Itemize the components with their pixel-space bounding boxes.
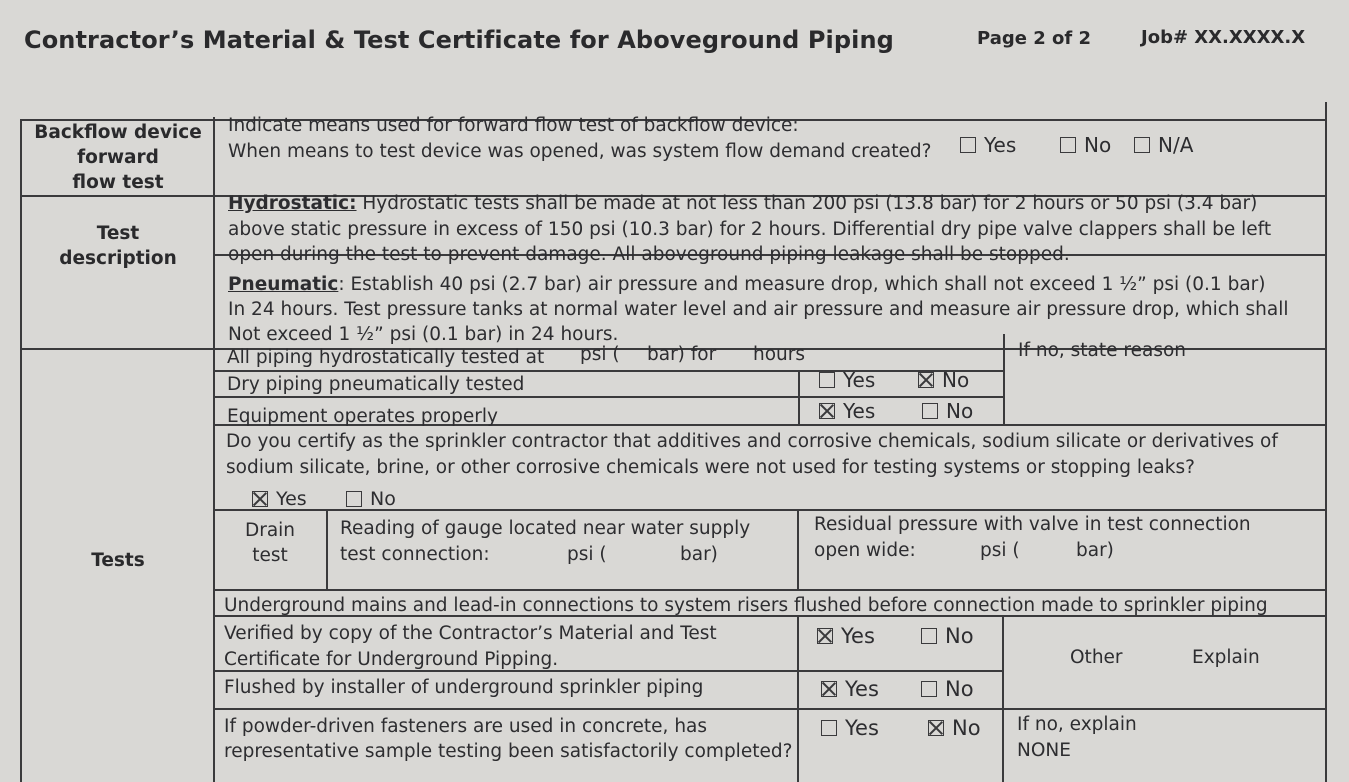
test-certificate-form <box>20 102 1326 782</box>
hydrostatic-line3: open during the test to prevent damage. All aboveground piping leakage shall be stopped. <box>228 244 1070 265</box>
certify-no-checkbox[interactable]: No <box>346 488 396 510</box>
fasteners-explanation: NONE <box>1017 740 1071 761</box>
if-no-explain: If no, explain <box>1017 714 1137 735</box>
test-description-label: Test description <box>59 223 177 269</box>
residual-pressure-line2: open wide: <box>814 540 916 561</box>
certify-line1: Do you certify as the sprinkler contractor that additives and corrosive chemicals, sodium silicate or derivatives of <box>226 431 1278 452</box>
fasteners-no-checkbox[interactable]: No <box>928 716 981 740</box>
header <box>0 0 1349 100</box>
flushed-no-checkbox[interactable]: No <box>921 677 974 701</box>
checkbox-checked-icon <box>821 681 837 697</box>
checkbox-icon <box>1060 137 1076 153</box>
backflow-na-checkbox[interactable]: N/A <box>1134 133 1193 157</box>
checkbox-icon <box>1134 137 1150 153</box>
hydro-tested-text: All piping hydrostatically tested at <box>227 347 545 368</box>
checkbox-icon <box>821 720 837 736</box>
verified-line1: Verified by copy of the Contractor’s Material and Test <box>224 623 717 644</box>
certify-yes-checkbox[interactable]: Yes <box>252 488 307 510</box>
equipment-text: Equipment operates properly <box>227 406 498 427</box>
hydrostatic-line2: above static pressure in excess of 150 psi (10.3 bar) for 2 hours. Differential dry pipe valve clappers shall be left <box>228 219 1272 240</box>
verified-no-checkbox[interactable]: No <box>921 624 974 648</box>
if-no-state-reason: If no, state reason <box>1018 340 1186 361</box>
checkbox-icon <box>921 681 937 697</box>
flushed-yes-checkbox[interactable]: Yes <box>821 677 879 701</box>
checkbox-icon <box>960 137 976 153</box>
checkbox-checked-icon <box>928 720 944 736</box>
other-label: Other <box>1070 647 1123 668</box>
fasteners-yes-checkbox[interactable]: Yes <box>821 716 879 740</box>
fasteners-line2: representative sample testing been satisfactorily completed? <box>224 741 793 762</box>
pneumatic-line1: Pneumatic: Establish 40 psi (2.7 bar) air pressure and measure drop, which shall not exceed 1 ½” psi (0.1 bar) <box>228 274 1266 295</box>
dry-piping-text: Dry piping pneumatically tested <box>227 374 525 395</box>
backflow-line2: When means to test device was opened, was system flow demand created? <box>228 141 932 162</box>
form-border-left <box>20 119 22 782</box>
divider-drain <box>213 589 1326 591</box>
pneumatic-line2: In 24 hours. Test pressure tanks at normal water level and air pressure and measure air pressure drop, which shall <box>228 299 1289 320</box>
residual-pressure-bar: bar) <box>1076 540 1114 561</box>
backflow-yes-checkbox[interactable]: Yes <box>960 133 1016 157</box>
form-border-right <box>1325 102 1327 782</box>
pneumatic-line3: Not exceed 1 ½” psi (0.1 bar) in 24 hours. <box>228 324 619 345</box>
certify-line2: sodium silicate, brine, or other corrosive chemicals were not used for testing systems or stopping leaks? <box>226 457 1195 478</box>
dry-piping-no-checkbox[interactable]: No <box>918 368 969 392</box>
explain-label: Explain <box>1192 647 1260 668</box>
residual-pressure-line1: Residual pressure with valve in test connection <box>814 514 1251 535</box>
gauge-reading-line2: test connection: <box>340 544 490 565</box>
divider-reason-column <box>1003 334 1005 424</box>
residual-pressure-psi: psi ( <box>980 540 1020 561</box>
label-column-divider <box>213 117 215 782</box>
backflow-line1: Indicate means used for forward flow test of backflow device: <box>228 115 799 136</box>
verified-line2: Certificate for Underground Pipping. <box>224 649 559 670</box>
divider-underground-yesno <box>797 615 799 782</box>
checkbox-icon <box>819 372 835 388</box>
dry-piping-yes-checkbox[interactable]: Yes <box>819 368 875 392</box>
page-title: Contractor’s Material & Test Certificate for Aboveground Piping <box>24 26 894 54</box>
pneumatic-heading: Pneumatic <box>228 274 339 295</box>
hydrostatic-line1: Hydrostatic: Hydrostatic tests shall be made at not less than 200 psi (13.8 bar) for 2 hours or 50 psi (3.4 bar) <box>228 193 1258 214</box>
divider-residual <box>797 509 799 589</box>
gauge-reading-line1: Reading of gauge located near water supply <box>340 518 751 539</box>
gauge-reading-bar: bar) <box>680 544 718 565</box>
fasteners-line1: If powder-driven fasteners are used in concrete, has <box>224 716 708 737</box>
divider-flushed <box>213 708 1326 710</box>
job-number: Job# XX.XXXX.X <box>1141 27 1306 48</box>
tests-label: Tests <box>91 550 145 571</box>
divider-other-column <box>1002 615 1004 782</box>
equipment-no-checkbox[interactable]: No <box>922 399 973 423</box>
divider-drain-label <box>326 509 328 589</box>
checkbox-checked-icon <box>918 372 934 388</box>
underground-heading: Underground mains and lead-in connections to system risers flushed before connection made to sprinkler piping <box>224 595 1268 616</box>
hydro-tested-hours: hours <box>753 344 806 365</box>
equipment-yes-checkbox[interactable]: Yes <box>819 399 875 423</box>
drain-label-line1: Drain <box>244 520 296 541</box>
hydrostatic-heading: Hydrostatic: <box>228 193 357 214</box>
page-number: Page 2 of 2 <box>977 28 1091 49</box>
flushed-text: Flushed by installer of underground sprinkler piping <box>224 677 704 698</box>
backflow-no-checkbox[interactable]: No <box>1060 133 1111 157</box>
checkbox-checked-icon <box>817 628 833 644</box>
checkbox-icon <box>346 491 362 507</box>
hydro-tested-psi: psi ( <box>580 344 620 365</box>
hydro-tested-bar: bar) for <box>647 344 717 365</box>
checkbox-icon <box>921 628 937 644</box>
gauge-reading-psi: psi ( <box>567 544 607 565</box>
checkbox-checked-icon <box>819 403 835 419</box>
backflow-label: Backflow device forward flow test <box>34 122 202 193</box>
drain-label-line2: test <box>252 545 288 566</box>
checkbox-checked-icon <box>252 491 268 507</box>
divider-dry-yesno <box>798 370 800 424</box>
verified-yes-checkbox[interactable]: Yes <box>817 624 875 648</box>
checkbox-icon <box>922 403 938 419</box>
